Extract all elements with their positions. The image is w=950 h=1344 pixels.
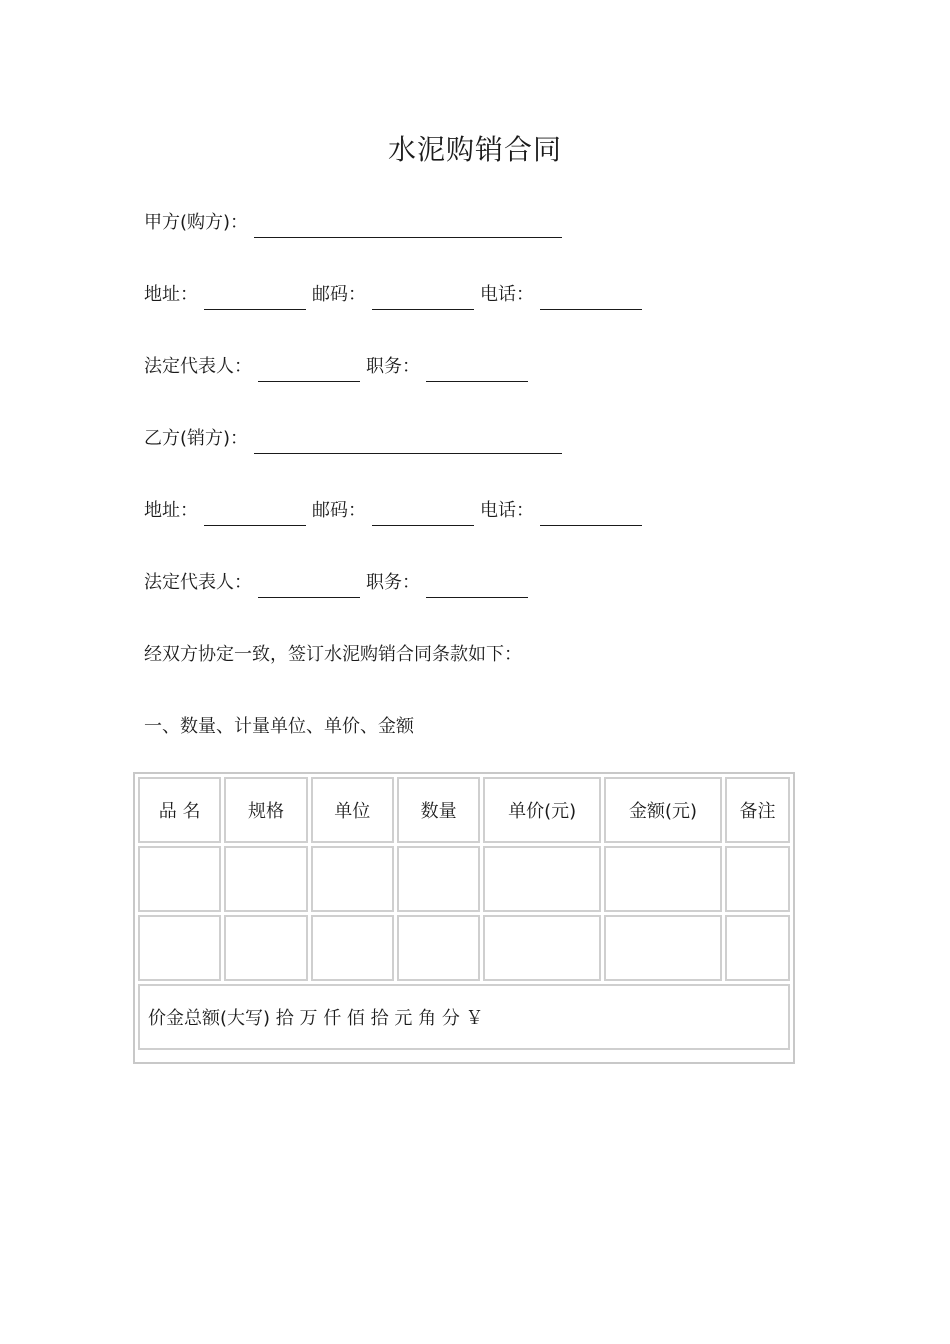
header-cell-name: 品 名: [138, 777, 221, 843]
table-cell[interactable]: [483, 846, 601, 912]
table-cell[interactable]: [604, 915, 722, 981]
table-header-row: [138, 777, 790, 843]
table-cell[interactable]: [311, 915, 394, 981]
section-heading: 一、数量、计量单位、单价、金额: [144, 716, 414, 737]
party-b-phone-label: 电话：: [480, 500, 534, 521]
header-cell-quantity: 数量: [397, 777, 480, 843]
header-cell-unit: 单位: [311, 777, 394, 843]
party-a-contact-line: [144, 280, 648, 310]
table-cell[interactable]: [725, 846, 790, 912]
party-a-line: [144, 208, 568, 238]
party-a-phone-field[interactable]: [540, 287, 642, 310]
header-cell-spec: 规格: [224, 777, 307, 843]
party-b-address-label: 地址：: [144, 500, 198, 521]
party-b-rep-label: 法定代表人：: [144, 572, 252, 593]
party-b-contact-line: [144, 496, 648, 526]
party-b-position-field[interactable]: [426, 575, 528, 598]
party-a-position-label: 职务：: [366, 356, 420, 377]
header-cell-amount: 金额(元): [604, 777, 722, 843]
document-title: 水泥购销合同: [387, 133, 562, 166]
party-a-postcode-label: 邮码：: [312, 284, 366, 305]
table-cell[interactable]: [311, 846, 394, 912]
intro-text: 经双方协定一致，签订水泥购销合同条款如下：: [144, 644, 522, 665]
table-cell[interactable]: [224, 915, 307, 981]
table-cell[interactable]: [224, 846, 307, 912]
party-a-address-field[interactable]: [204, 287, 306, 310]
party-a-phone-label: 电话：: [480, 284, 534, 305]
party-b-label: 乙方(销方)：: [144, 428, 249, 449]
table-row: [138, 915, 790, 981]
table-cell[interactable]: [725, 915, 790, 981]
party-b-postcode-field[interactable]: [372, 503, 474, 526]
party-a-postcode-field[interactable]: [372, 287, 474, 310]
party-b-phone-field[interactable]: [540, 503, 642, 526]
total-row: [138, 984, 790, 1050]
table-row: [138, 846, 790, 912]
table-cell[interactable]: [138, 915, 221, 981]
party-a-rep-line: [144, 352, 534, 382]
goods-table: [133, 772, 795, 1064]
party-b-postcode-label: 邮码：: [312, 500, 366, 521]
table-cell[interactable]: [604, 846, 722, 912]
party-a-position-field[interactable]: [426, 359, 528, 382]
party-b-position-label: 职务：: [366, 572, 420, 593]
party-a-name-field[interactable]: [254, 215, 562, 238]
party-b-line: [144, 424, 568, 454]
table-cell[interactable]: [138, 846, 221, 912]
table-cell[interactable]: [483, 915, 601, 981]
party-a-address-label: 地址：: [144, 284, 198, 305]
table-cell[interactable]: [397, 846, 480, 912]
header-cell-remarks: 备注: [725, 777, 790, 843]
table-cell[interactable]: [397, 915, 480, 981]
party-b-address-field[interactable]: [204, 503, 306, 526]
party-a-rep-label: 法定代表人：: [144, 356, 252, 377]
party-b-name-field[interactable]: [254, 431, 562, 454]
party-a-rep-field[interactable]: [258, 359, 360, 382]
total-amount-cell[interactable]: 价金总额(大写) 拾 万 仟 佰 拾 元 角 分 ￥: [138, 984, 790, 1050]
party-b-rep-field[interactable]: [258, 575, 360, 598]
header-cell-unit-price: 单价(元): [483, 777, 601, 843]
party-b-rep-line: [144, 568, 534, 598]
party-a-label: 甲方(购方)：: [144, 212, 249, 233]
